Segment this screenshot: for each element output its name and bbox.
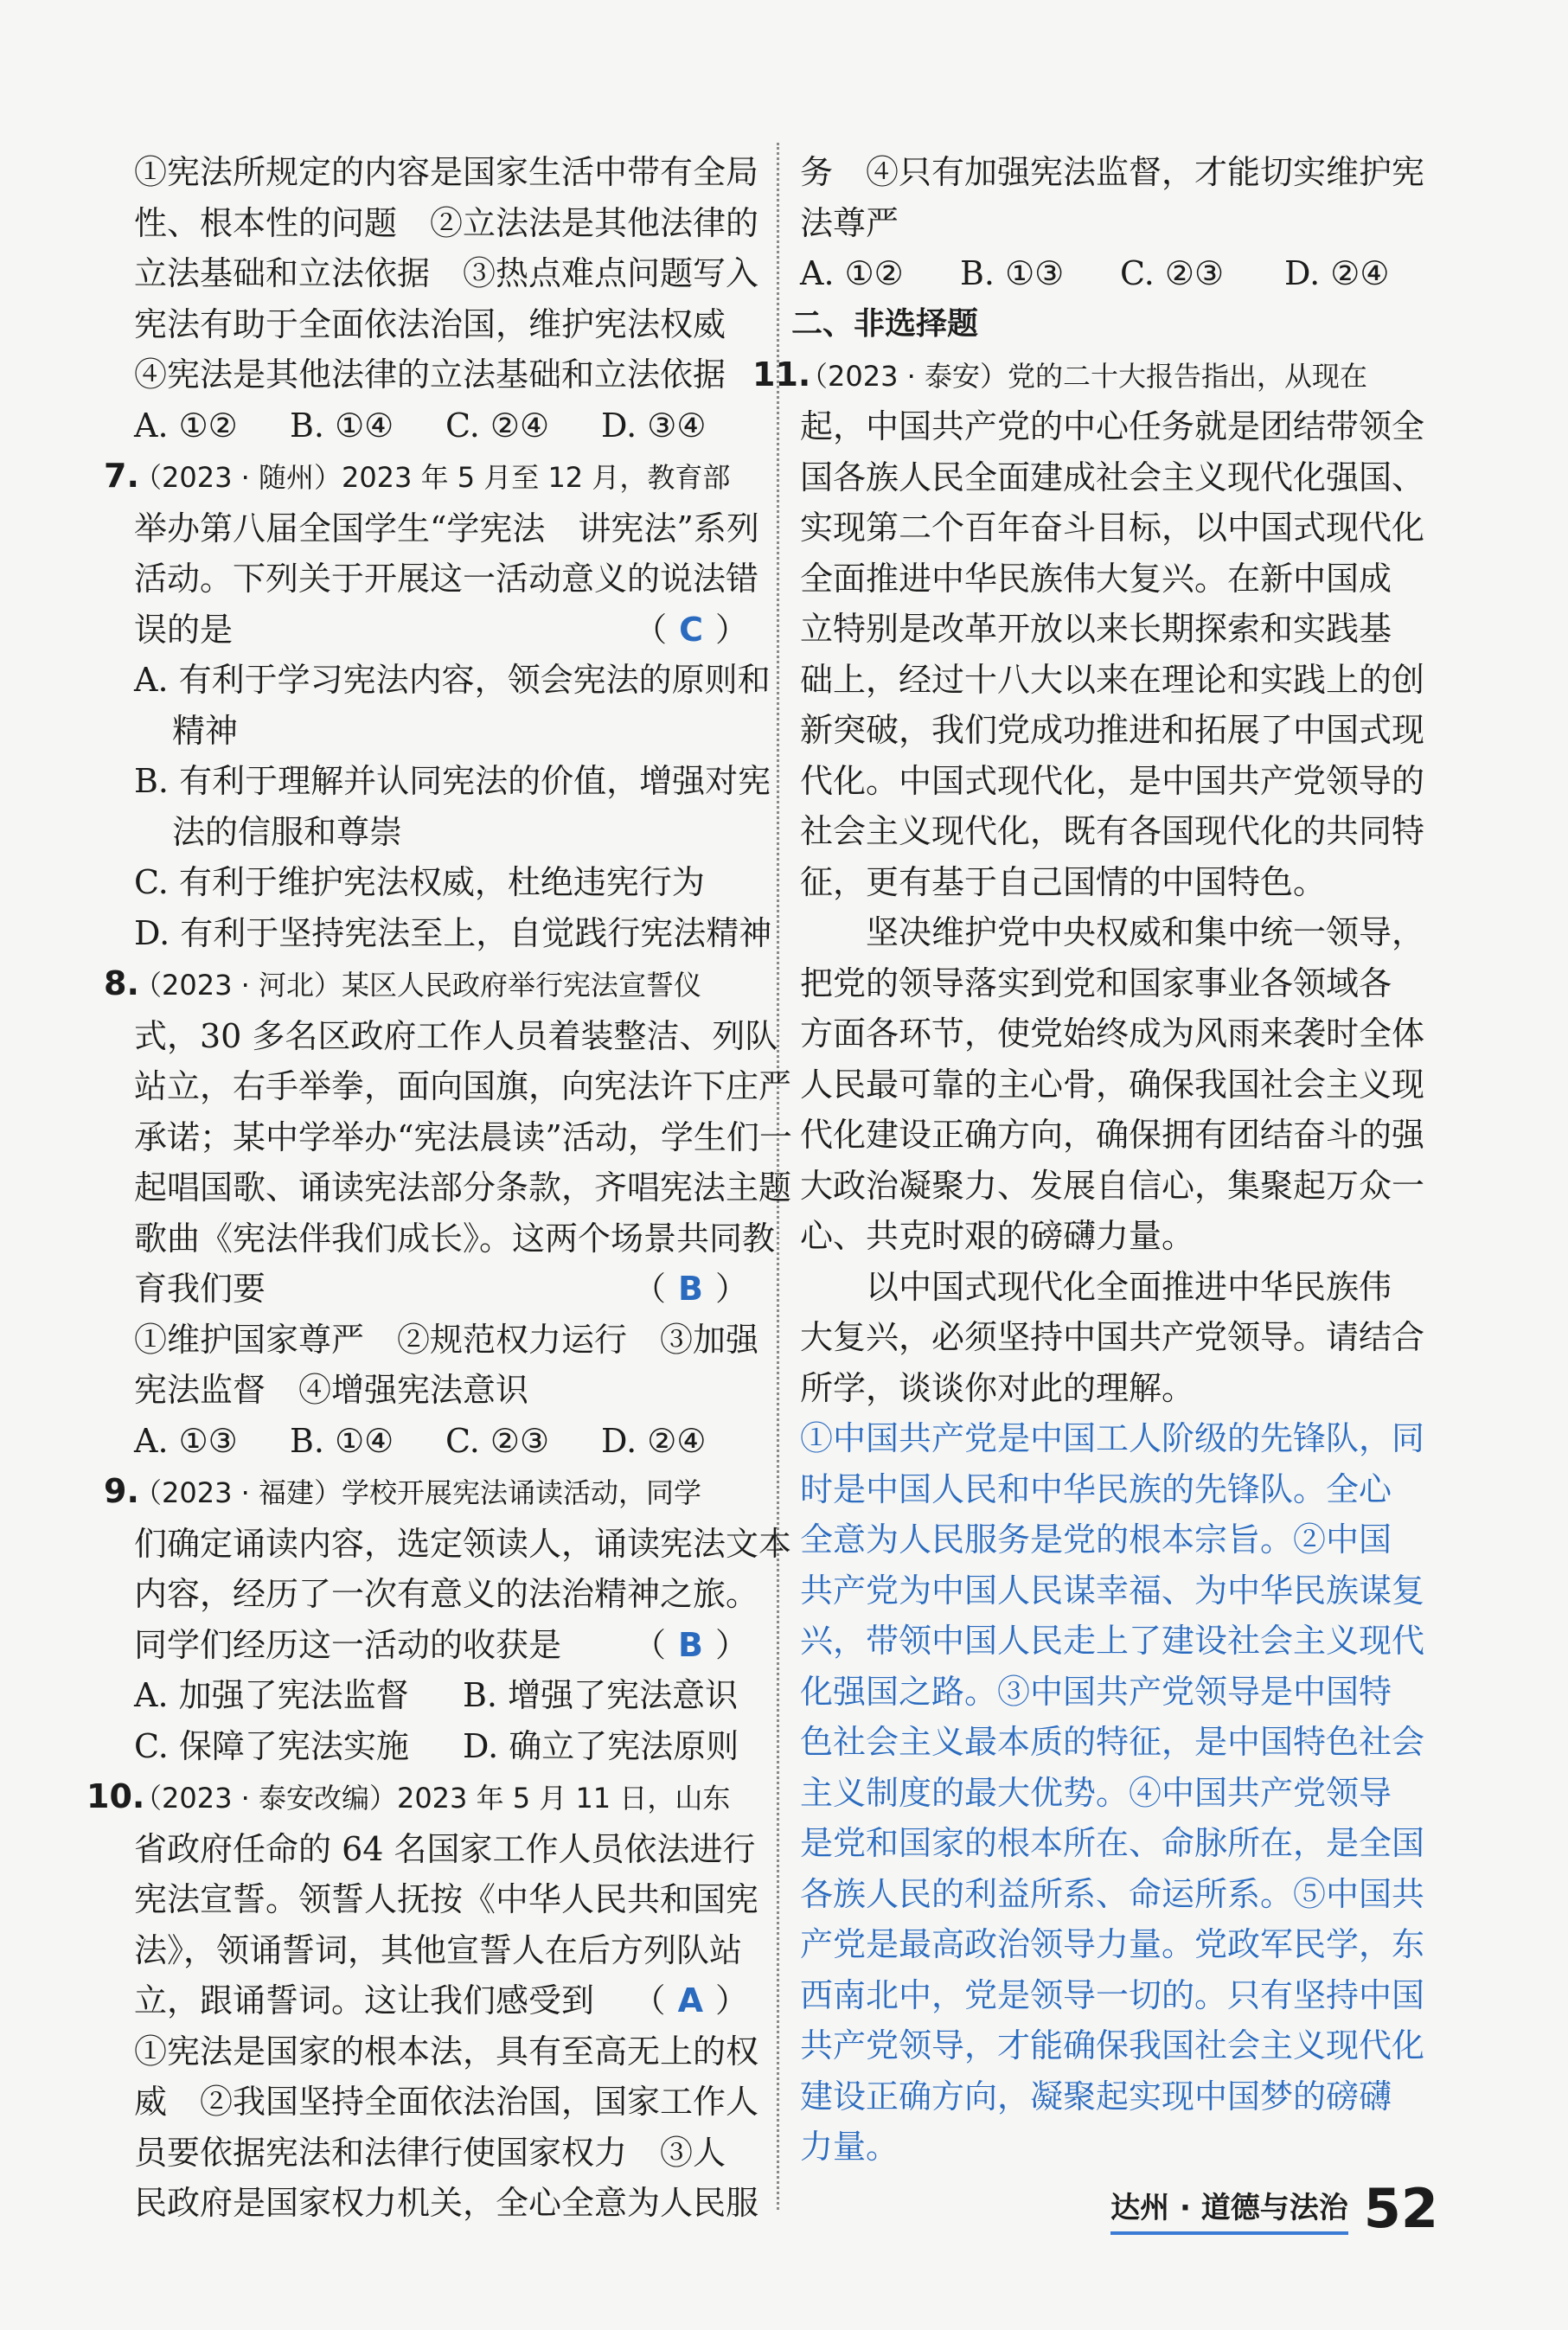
question-number: 10. <box>86 1777 145 1815</box>
page-footer <box>1110 2177 1438 2240</box>
option: B. 有利于理解并认同宪法的价值，增强对宪 <box>134 762 771 800</box>
option: A. ①② <box>800 254 904 292</box>
question-text: 征，更有基于自己国情的中国特色。 <box>800 862 1327 901</box>
option: C. 保障了宪法实施 <box>134 1726 409 1765</box>
footer-label: 达州 · 道德与法治 <box>1110 2184 1348 2235</box>
question-text: （2023 · 河北）某区人民政府举行宪法宣誓仪 <box>134 969 701 1002</box>
statement: ①宪法是国家的根本法，具有至高无上的权 <box>134 2032 759 2071</box>
question-number: 7. <box>104 457 139 495</box>
question-text: 法》，领诵誓词，其他宣誓人在后方列队站 <box>134 1930 743 1969</box>
answer-line: 共产党领导，才能确保我国社会主义现代化 <box>800 2026 1425 2064</box>
question-text: 全面推进中华民族伟大复兴。在新中国成 <box>800 559 1392 598</box>
answer-letter: A <box>677 1981 703 2020</box>
question-text: 立特别是改革开放以来长期探索和实践基 <box>800 610 1392 648</box>
question-text: 础上，经过十八大以来在理论和实践上的创 <box>800 660 1425 699</box>
question-number: 11. <box>752 355 811 394</box>
answer-bracket: （ B ） <box>633 1270 748 1308</box>
question-text: 站立，右手举拳，面向国旗，向宪法许下庄严 <box>134 1067 792 1105</box>
answer-line: 兴，带领中国人民走上了建设社会主义现代 <box>800 1622 1425 1660</box>
answer-line: 主义制度的最大优势。④中国共产党领导 <box>800 1773 1392 1812</box>
question-text: （2023 · 福建）学校开展宪法诵读活动，同学 <box>134 1476 701 1509</box>
question-text: 国各族人民全面建成社会主义现代化强国、 <box>800 458 1425 496</box>
answer-bracket: （ B ） <box>633 1625 748 1664</box>
question-text: 心、共克时艰的磅礴力量。 <box>800 1217 1195 1255</box>
option: C. ②③ <box>1120 254 1225 292</box>
question-9 <box>104 1466 792 1771</box>
option: A. 有利于学习宪法内容，领会宪法的原则和 <box>134 661 771 699</box>
question-text: 内容，经历了一次有意义的法治精神之旅。 <box>134 1575 759 1613</box>
question-text: 举办第八届全国学生“学宪法 讲宪法”系列 <box>134 509 759 547</box>
answer-text <box>800 1413 1444 2173</box>
answer-line: 化强国之路。③中国共产党领导是中国特 <box>800 1672 1392 1711</box>
option: A. ①② <box>134 406 238 445</box>
option: D. ②④ <box>601 1421 707 1460</box>
option: C. ②③ <box>445 1421 550 1460</box>
q6-continuation <box>134 147 757 451</box>
option: D. 有利于坚持宪法至上，自觉践行宪法精神 <box>134 913 772 952</box>
option: D. 确立了宪法原则 <box>463 1726 739 1765</box>
question-text: 立，跟诵誓词。这让我们感受到 <box>134 1981 595 2020</box>
text-line: 性、根本性的问题 ②立法法是其他法律的 <box>134 203 759 242</box>
question-text: 省政府任命的 64 名国家工作人员依法进行 <box>134 1829 756 1868</box>
question-10 <box>86 1771 759 2229</box>
option: D. ③④ <box>601 406 707 445</box>
option: A. 加强了宪法监督 <box>134 1676 409 1714</box>
question-text: 起唱国歌、诵读宪法部分条款，齐唱宪法主题 <box>134 1168 792 1207</box>
question-text: 误的是 <box>134 610 234 649</box>
q9-options-row1 <box>134 1670 757 1721</box>
question-text: 式，30 多名区政府工作人员着装整洁、列队 <box>134 1016 778 1055</box>
answer-line: 色社会主义最本质的特征，是中国特色社会 <box>800 1723 1425 1761</box>
question-text: 社会主义现代化，既有各国现代化的共同特 <box>800 812 1425 850</box>
question-number: 8. <box>104 964 139 1002</box>
answer-bracket: （ A ） <box>632 1981 748 2020</box>
question-number: 9. <box>104 1472 139 1510</box>
question-text: 同学们经历这一活动的收获是 <box>134 1625 562 1664</box>
question-text: 人民最可靠的主心骨，确保我国社会主义现 <box>800 1065 1425 1104</box>
option: C. 有利于维护宪法权威，杜绝违宪行为 <box>134 863 705 901</box>
text-line: 宪法有助于全面依法治国，维护宪法权威 <box>134 304 726 343</box>
q10-options <box>800 248 1444 299</box>
option: B. ①④ <box>290 406 394 445</box>
question-text: 大复兴，必须坚持中国共产党领导。请结合 <box>800 1318 1425 1356</box>
option: B. ①④ <box>290 1421 394 1460</box>
question-text: 实现第二个百年奋斗目标，以中国式现代化 <box>800 509 1425 547</box>
statement: 员要依据宪法和法律行使国家权力 ③人 <box>134 2133 726 2172</box>
question-text: 活动。下列关于开展这一活动意义的说法错 <box>134 560 759 598</box>
question-8 <box>104 958 792 1466</box>
question-text: （2023 · 泰安）党的二十大报告指出，从现在 <box>800 359 1367 393</box>
answer-bracket: （ C ） <box>634 610 748 649</box>
q8-options <box>134 1416 757 1467</box>
question-text: （2023 · 泰安改编）2023 年 5 月 11 日，山东 <box>134 1782 731 1815</box>
text-line: ④宪法是其他法律的立法基础和立法依据 <box>134 355 726 394</box>
option: B. ①③ <box>960 254 1065 292</box>
question-text: 歌曲《宪法伴我们成长》。这两个场景共同教 <box>134 1219 776 1258</box>
answer-line: 西南北中，党是领导一切的。只有坚持中国 <box>800 1975 1425 2014</box>
answer-line: 各族人民的利益所系、命运所系。⑤中国共 <box>800 1874 1425 1913</box>
statement: 民政府是国家权力机关，全心全意为人民服 <box>134 2184 759 2222</box>
option: D. ②④ <box>1284 254 1390 292</box>
answer-line: ①中国共产党是中国工人阶级的先锋队，同 <box>800 1419 1425 1457</box>
question-text: 方面各环节，使党始终成为风雨来袭时全体 <box>800 1015 1425 1053</box>
answer-line: 全意为人民服务是党的根本宗旨。②中国 <box>800 1520 1392 1559</box>
right-column <box>752 147 1444 2173</box>
question-text: 坚决维护党中央权威和集中统一领导， <box>866 913 1425 951</box>
question-text: 起，中国共产党的中心任务就是团结带领全 <box>800 407 1425 445</box>
answer-line: 是党和国家的根本所在、命脉所在，是全国 <box>800 1824 1425 1862</box>
answer-letter: C <box>679 610 703 649</box>
left-column <box>86 147 792 2229</box>
statement: 法尊严 <box>800 203 899 242</box>
question-7 <box>104 451 772 958</box>
question-text: 以中国式现代化全面推进中华民族伟 <box>866 1267 1392 1306</box>
question-text: 把党的领导落实到党和国家事业各领域各 <box>800 963 1392 1002</box>
answer-line: 时是中国人民和中华民族的先锋队。全心 <box>800 1469 1392 1508</box>
statement: ①维护国家尊严 ②规范权力运行 ③加强 <box>134 1320 759 1359</box>
page-number: 52 <box>1363 2177 1438 2240</box>
option: A. ①③ <box>134 1421 238 1460</box>
question-text: 们确定诵读内容，选定领读人，诵读宪法文本 <box>134 1524 792 1563</box>
option: B. 增强了宪法意识 <box>463 1676 739 1714</box>
answer-line: 力量。 <box>800 2128 899 2166</box>
question-text: 代化。中国式现代化，是中国共产党领导的 <box>800 761 1425 800</box>
statement: 宪法监督 ④增强宪法意识 <box>134 1371 529 1409</box>
q9-options-row2 <box>134 1721 757 1772</box>
question-text: 代化建设正确方向，确保拥有团结奋斗的强 <box>800 1116 1425 1154</box>
text-line: 立法基础和立法依据 ③热点难点问题写入 <box>134 254 759 292</box>
statement: 威 ②我国坚持全面依法治国，国家工作人 <box>134 2083 759 2121</box>
section-title: 二、非选择题 <box>791 305 979 342</box>
q10-continuation <box>800 147 1444 299</box>
text-line: ①宪法所规定的内容是国家生活中带有全局 <box>134 153 759 191</box>
option: 精神 <box>172 711 239 750</box>
answer-letter: B <box>678 1625 703 1664</box>
question-11 <box>752 349 1444 2173</box>
question-text: （2023 · 随州）2023 年 5 月至 12 月，教育部 <box>134 461 731 494</box>
option: C. ②④ <box>445 406 550 445</box>
question-text: 承诺；某中学举办“宪法晨读”活动，学生们一 <box>134 1117 792 1156</box>
answer-line: 共产党为中国人民谋幸福、为中华民族谋复 <box>800 1571 1425 1610</box>
question-text: 大政治凝聚力、发展自信心，集聚起万众一 <box>800 1166 1425 1205</box>
statement: 务 ④只有加强宪法监督，才能切实维护宪 <box>800 153 1425 191</box>
question-text: 新突破，我们党成功推进和拓展了中国式现 <box>800 711 1425 749</box>
question-text: 所学，谈谈你对此的理解。 <box>800 1368 1195 1407</box>
question-text: 育我们要 <box>134 1270 266 1308</box>
answer-line: 建设正确方向，凝聚起实现中国梦的磅礴 <box>800 2077 1392 2116</box>
answer-letter: B <box>678 1270 703 1308</box>
option: 法的信服和尊崇 <box>172 812 403 851</box>
answer-line: 产党是最高政治领导力量。党政军民学，东 <box>800 1925 1425 1963</box>
question-text: 宪法宣誓。领誓人抚按《中华人民共和国宪 <box>134 1880 759 1918</box>
q6-options <box>134 400 757 451</box>
